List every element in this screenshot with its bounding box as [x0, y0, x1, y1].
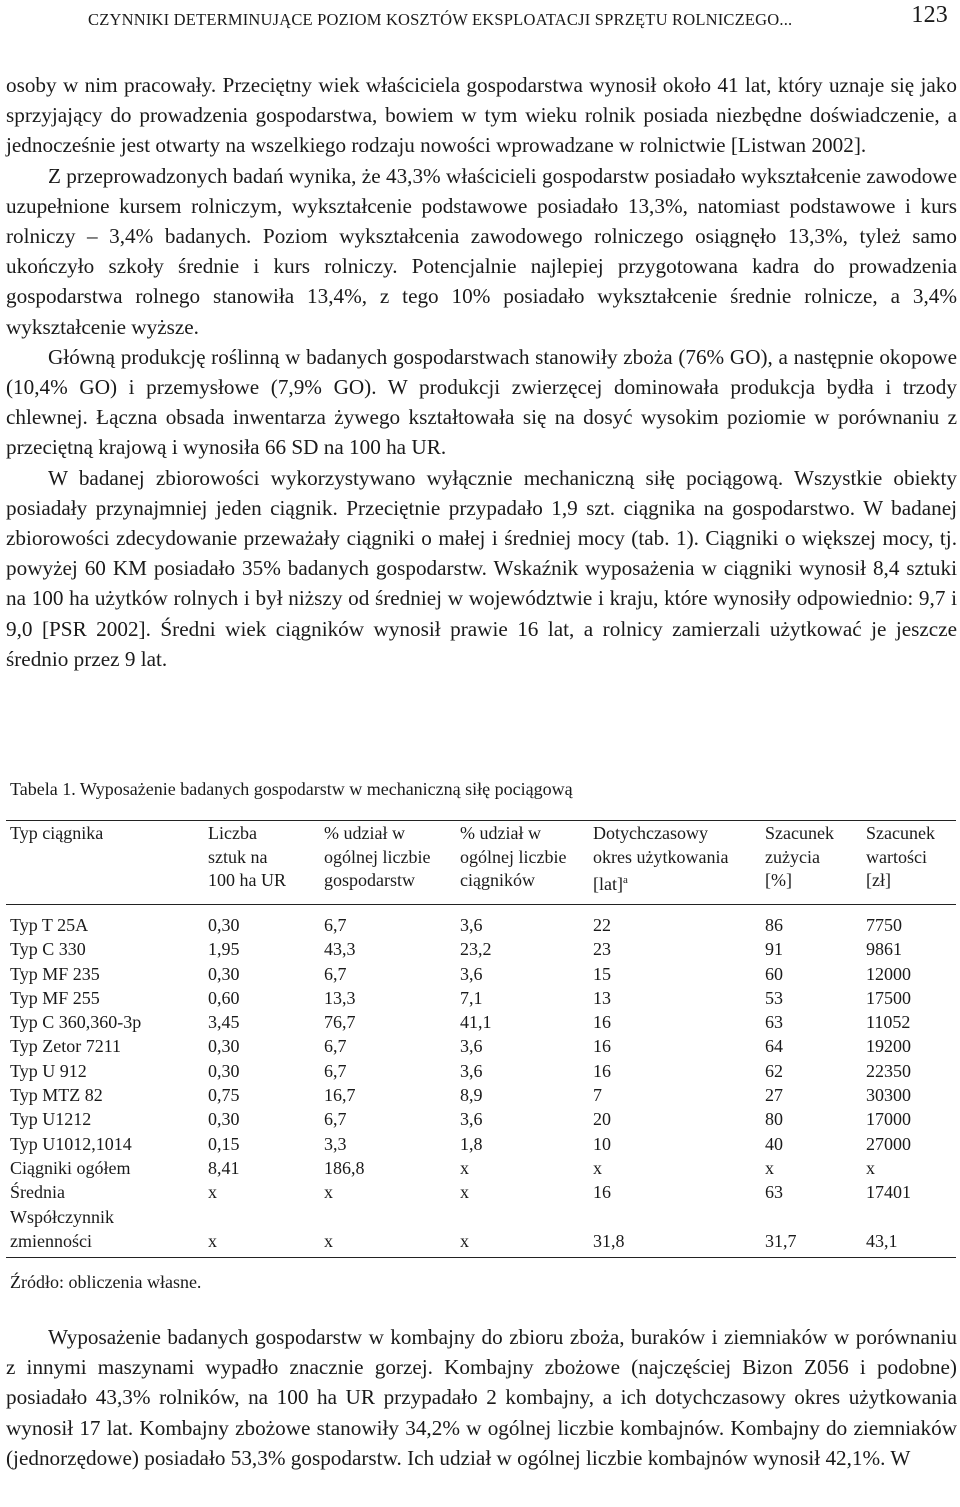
table-cell: 62: [765, 1060, 783, 1081]
table-cell: 6,7: [324, 915, 347, 935]
table-cell: 17500: [866, 987, 911, 1008]
header-line: Szacunek: [866, 823, 935, 843]
table-row: [10, 1132, 955, 1156]
table-cell: 0,75: [208, 1085, 240, 1106]
row-label: Współczynnik zmienności: [10, 1206, 114, 1251]
table-cell: 43,1: [866, 1230, 898, 1251]
table-cell: x: [324, 1230, 333, 1251]
table-row: [10, 1034, 955, 1058]
table-cell: 1,8: [460, 1133, 483, 1154]
table-cell: 27: [765, 1085, 783, 1106]
table-cell: x: [593, 1157, 602, 1178]
body-text-bottom: [6, 1322, 957, 1473]
table-cell: 6,7: [324, 963, 347, 984]
table-cell: x: [208, 1230, 217, 1251]
table-row: [10, 962, 955, 986]
table-cell: 16: [593, 1036, 611, 1057]
table-cell: 0,30: [208, 915, 240, 935]
header-cell: [765, 822, 834, 893]
running-title: CZYNNIKI DETERMINUJĄCE POZIOM KOSZTÓW EKSPLOATACJI SPRZĘTU ROLNICZEGO...: [88, 10, 793, 29]
row-label: Typ C 360,360-3p: [10, 1012, 142, 1033]
table-row: [10, 937, 955, 961]
table-cell: 3,6: [460, 963, 483, 984]
table-top-rule: [6, 820, 956, 821]
table-cell: 0,30: [208, 1036, 240, 1057]
header-line: ogólnej liczbie: [460, 846, 567, 867]
paragraph: Główną produkcję roślinną w badanych gospodarstwach stanowiły zboża (76% GO), a następnie okopowe (10,4% GO) i przemysłowe (7,9% GO). W produkcji zwierzęcej dominowała produkcja bydła i trzody chlewnej. Łączna obsada inwentarza żywego kształtowała się na dosyć wysokim poziomie w porównaniu z przeciętną krajową i wynosiła 66 SD na 100 ha UR.: [6, 344, 957, 460]
table-cell: 13: [593, 987, 611, 1008]
table-cell: 7,1: [460, 987, 483, 1008]
table-cell: 64: [765, 1036, 783, 1057]
table-cell: 7: [593, 1085, 602, 1106]
table-cell: 63: [765, 1012, 783, 1033]
table-cell: 9861: [866, 939, 902, 960]
table-cell: 11052: [866, 1012, 911, 1033]
table-cell: 16,7: [324, 1085, 356, 1106]
table-cell: 3,6: [460, 1060, 483, 1081]
table-cell: 76,7: [324, 1012, 356, 1033]
header-line: sztuk na: [208, 846, 268, 867]
table-cell: 40: [765, 1133, 783, 1154]
table-cell: 17401: [866, 1182, 911, 1203]
header-line: gospodarstw: [324, 870, 415, 890]
header-cell: [208, 822, 286, 893]
header-line: [zł]: [866, 870, 891, 890]
header-bottom-rule: [6, 904, 956, 905]
header-line: Dotychczasowy: [593, 823, 708, 843]
table-cell: 0,60: [208, 987, 240, 1008]
table-row: [10, 1083, 955, 1107]
page-number: 123: [911, 2, 948, 28]
table-bottom-rule: [6, 1257, 956, 1258]
table-cell: x: [460, 1182, 469, 1203]
row-label: Typ Zetor 7211: [10, 1036, 122, 1057]
table-cell: 22350: [866, 1060, 911, 1081]
table-cell: 7750: [866, 915, 902, 935]
header-line: % udział w: [460, 823, 541, 843]
table-cell: 16: [593, 1012, 611, 1033]
paragraph: Z przeprowadzonych badań wynika, że 43,3% właścicieli gospodarstw posiadało wykształcenie zawodowe uzupełnione kursem rolniczym, wykształcenie podstawowe posiadało 13,3%, natomiast podstawowe i kurs rolniczy – 3,4% badanych. Poziom wykształcenia zawodowego rolniczego osiągnęło 13,3%, tyleż samo ukończyło szkoły średnie i kurs rolniczy. Potencjalnie najlepiej przygotowana kadra do prowadzenia gospodarstwa rolnego stanowiła 13,4%, z tego 10% posiadało wykształcenie średnie rolnicze, a 3,4% wykształcenie wyższe.: [6, 163, 957, 339]
header-cell: [324, 822, 430, 893]
table-row: [10, 1059, 955, 1083]
header-line: [%]: [765, 870, 792, 890]
table-row: [10, 986, 955, 1010]
data-table: [10, 822, 955, 1251]
header-cell: [10, 822, 103, 846]
header-line: Typ ciągnika: [10, 823, 104, 843]
table-cell: 16: [593, 1060, 611, 1081]
row-label: Typ U 912: [10, 1060, 87, 1081]
row-label: Typ MF 255: [10, 987, 100, 1008]
row-label: Średnia: [10, 1182, 65, 1203]
header-cell: [460, 822, 566, 893]
table-cell: 3,45: [208, 1012, 240, 1033]
table-cell: x: [866, 1157, 875, 1178]
table-body: [10, 913, 955, 1253]
table-cell: 6,7: [324, 1109, 347, 1130]
header-line: zużycia: [765, 846, 820, 867]
table-cell: 13,3: [324, 987, 356, 1008]
table-row: [10, 1205, 955, 1254]
table-cell: 0,30: [208, 1060, 240, 1081]
table-cell: 60: [765, 963, 783, 984]
table-cell: 3,6: [460, 1036, 483, 1057]
table-cell: 19200: [866, 1036, 911, 1057]
table-cell: 186,8: [324, 1157, 365, 1178]
header-line: % udział w: [324, 823, 405, 843]
table-cell: 1,95: [208, 939, 240, 960]
paragraph: W badanej zbiorowości wykorzystywano wyłącznie mechaniczną siłę pociągową. Wszystkie obiekty posiadały przynajmniej jeden ciągnik. Przeciętnie przypadało 1,9 szt. ciągnika na gospodarstwo. W badanej zbiorowości zdecydowanie przeważały ciągniki o małej i średniej mocy (tab. 1). Ciągniki o większej mocy, tj. powyżej 60 KM posiadało 35% badanych gospodarstw. Wskaźnik wyposażenia w ciągniki wynosił 8,4 sztuki na 100 ha użytków rolnych i był niższy od średniej w województwie i kraju, które wynosiły odpowiednio: 9,7 i 9,0 [PSR 2002]. Średni wiek ciągników wynosił prawie 16 lat, a rolnicy zamierzali użytkować je jeszcze średnio przez 9 lat.: [6, 465, 957, 671]
footnote-marker: a: [622, 874, 628, 886]
table-cell: 27000: [866, 1133, 911, 1154]
table-cell: 6,7: [324, 1036, 347, 1057]
header-line: wartości: [866, 846, 927, 867]
table-cell: 80: [765, 1109, 783, 1130]
table-cell: 12000: [866, 963, 911, 984]
header-line: 100 ha UR: [208, 870, 286, 890]
table-cell: 10: [593, 1133, 611, 1154]
header-line: ogólnej liczbie: [324, 846, 431, 867]
table-cell: x: [460, 1230, 469, 1251]
table-cell: 30300: [866, 1085, 911, 1106]
body-text-top: [6, 70, 957, 674]
row-label: Typ U1212: [10, 1109, 92, 1130]
row-label: Typ MF 235: [10, 963, 100, 984]
paragraph: osoby w nim pracowały. Przeciętny wiek właściciela gospodarstwa wynosił około 41 lat, który uznaje się jako sprzyjający do prowadzenia gospodarstwa, bowiem w tym wieku rolnik posiada niezbędne doświadczenie, a jednocześnie jest otwarty na wszelkiego rodzaju nowości wprowadzane w rolnictwie [Listwan 2002].: [6, 73, 957, 158]
table-cell: 91: [765, 939, 783, 960]
table-cell: 43,3: [324, 939, 356, 960]
row-label: Typ C 330: [10, 939, 86, 960]
row-label: Ciągniki ogółem: [10, 1157, 131, 1178]
table-caption: Tabela 1. Wyposażenie badanych gospodarstw w mechaniczną siłę pociągową: [10, 779, 573, 799]
table-source: Źródło: obliczenia własne.: [10, 1272, 202, 1292]
table-cell: 3,6: [460, 1109, 483, 1130]
table-cell: 3,6: [460, 915, 483, 935]
table-cell: 20: [593, 1109, 611, 1130]
table-cell: 16: [593, 1182, 611, 1203]
header-line: okres użytkowania: [593, 846, 729, 867]
header-cell: [593, 822, 728, 897]
table-cell: x: [324, 1182, 333, 1203]
row-label: Typ MTZ 82: [10, 1085, 103, 1106]
table-cell: x: [208, 1182, 217, 1203]
running-header: [8, 4, 952, 34]
header-line: ciągników: [460, 870, 535, 890]
table-cell: 0,30: [208, 963, 240, 984]
row-label: Typ U1012,1014: [10, 1133, 132, 1154]
table-row: [10, 1180, 955, 1204]
header-line: Liczba: [208, 823, 257, 843]
header-line: Szacunek: [765, 823, 834, 843]
table-cell: 0,15: [208, 1133, 240, 1154]
paragraph: Wyposażenie badanych gospodarstw w kombajny do zbioru zboża, buraków i ziemniaków w porównaniu z innymi maszynami wypadło znacznie gorzej. Kombajny zbożowe (najczęściej Bizon Z056 i podobne) posiadało 43,3% rolników, na 100 ha UR przypadało 2 kombajny, a ich dotychczasowy okres użytkowania wynosił 17 lat. Kombajny zbożowe stanowiły 34,2% w ogólnej liczbie kombajnów. Kombajny do ziemniaków (jednorzędowe) posiadało 53,3% gospodarstw. Ich udział w ogólnej liczbie kombajnów wynosił 42,1%. W: [6, 1325, 957, 1470]
table-row: [10, 1156, 955, 1180]
header-cell: [866, 822, 935, 893]
table-cell: 53: [765, 987, 783, 1008]
table-cell: 15: [593, 963, 611, 984]
table-row: [10, 1107, 955, 1131]
table-header: [10, 822, 955, 908]
table-cell: 31,7: [765, 1230, 797, 1251]
table-cell: 86: [765, 915, 783, 935]
table-cell: 63: [765, 1182, 783, 1203]
table-cell: 31,8: [593, 1230, 625, 1251]
table-cell: 22: [593, 915, 611, 935]
table-cell: 6,7: [324, 1060, 347, 1081]
table-row: [10, 1010, 955, 1034]
header-line: [lat]: [593, 874, 623, 894]
table-cell: 23: [593, 939, 611, 960]
table-cell: x: [460, 1157, 469, 1178]
table-cell: 41,1: [460, 1012, 492, 1033]
table-cell: 3,3: [324, 1133, 347, 1154]
table-cell: 17000: [866, 1109, 911, 1130]
table-cell: 8,9: [460, 1085, 483, 1106]
table-row: [10, 913, 955, 937]
table-cell: x: [765, 1157, 774, 1178]
table-cell: 0,30: [208, 1109, 240, 1130]
table-cell: 8,41: [208, 1157, 240, 1178]
row-label: Typ T 25A: [10, 915, 89, 935]
table-cell: 23,2: [460, 939, 492, 960]
